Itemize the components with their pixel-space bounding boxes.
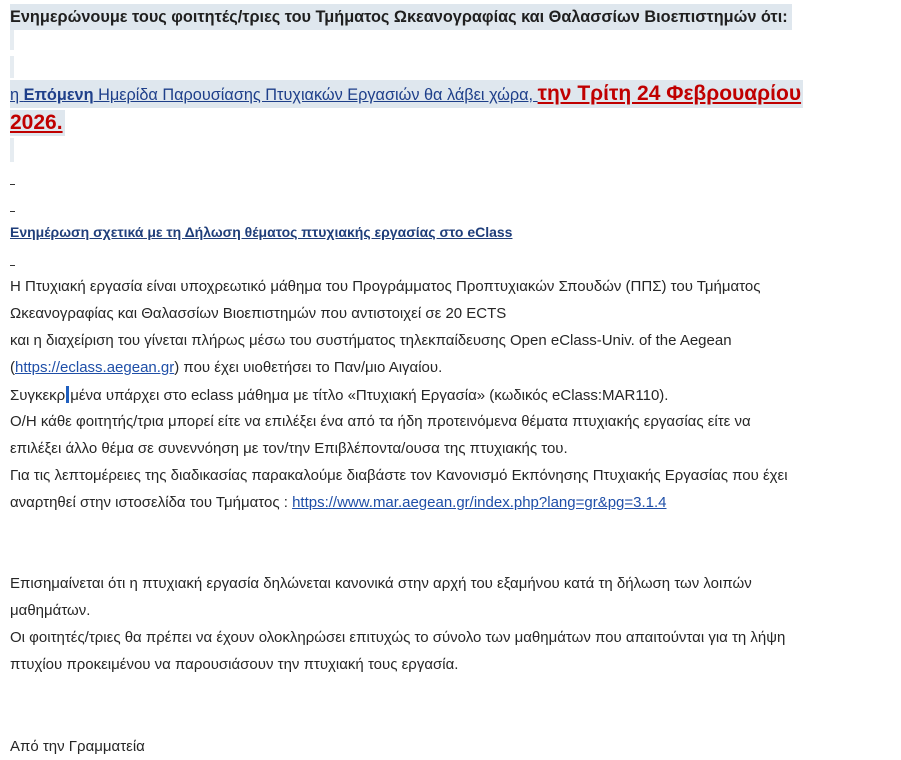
highlight-bar — [10, 138, 14, 162]
body-line-with-link — [10, 494, 667, 512]
signature: Από την Γραμματεία — [10, 738, 145, 755]
body-line-with-cursor — [10, 386, 668, 405]
event-text-article: η — [10, 86, 24, 104]
note-line: Επισημαίνεται ότι η πτυχιακή εργασία δηλώνεται κανονικά στην αρχή του εξαμήνου κατά τη δήλωση των λοιπών — [10, 575, 752, 592]
body-text: Συγκεκρ — [10, 387, 66, 404]
note-line: Οι φοιτητές/τριες θα πρέπει να έχουν ολοκληρώσει επιτυχώς το σύνολο των μαθημάτων που απαιτούνται για τη λήψη — [10, 629, 786, 646]
body-line: επιλέξει άλλο θέμα σε συνεννόηση με τον/την Επιβλέποντα/ουσα της πτυχιακής του. — [10, 440, 568, 457]
body-line: Ο/Η κάθε φοιτητής/τρια μπορεί είτε να επιλέξει ένα από τα ήδη προτεινόμενα θέματα πτυχιακής εργασίας είτε να — [10, 413, 751, 430]
note-line: μαθημάτων. — [10, 602, 91, 619]
body-line: Η Πτυχιακή εργασία είναι υποχρεωτικό μάθημα του Προγράμματος Προπτυχιακών Σπουδών (ΠΠΣ) του Τμήματος — [10, 278, 761, 295]
department-website-link[interactable]: https://www.mar.aegean.gr/index.php?lang=gr&pg=3.1.4 — [292, 494, 667, 511]
event-date: την Τρίτη 24 Φεβρουαρίου — [537, 82, 802, 105]
body-text: ) που έχει υιοθετήσει το Παν/μιο Αιγαίου. — [174, 359, 443, 376]
event-text-next: Επόμενη — [23, 86, 94, 104]
text-cursor — [66, 386, 69, 403]
body-text: μένα υπάρχει στο eclass μάθημα με τίτλο «Πτυχιακή Εργασία» (κωδικός eClass:MAR110). — [70, 387, 669, 404]
body-line: Ωκεανογραφίας και Θαλασσίων Βιοεπιστημών που αντιστοιχεί σε 20 ECTS — [10, 305, 507, 322]
divider-dash — [10, 211, 15, 212]
body-text: ( — [10, 359, 15, 376]
body-line-with-link — [10, 359, 442, 377]
highlight-bar — [10, 56, 14, 78]
divider-dash — [10, 265, 15, 266]
event-text-main: Ημερίδα Παρουσίασης Πτυχιακών Εργασιών θα λάβει χώρα, — [93, 86, 538, 104]
section-heading: Ενημέρωση σχετικά με τη Δήλωση θέματος πτυχιακής εργασίας στο eClass — [10, 224, 513, 240]
intro-text: Ενημερώνουμε τους φοιτητές/τριες του Τμήματος Ωκεανογραφίας και Θαλασσίων Βιοεπιστημών ότι: — [10, 4, 792, 30]
eclass-link[interactable]: https://eclass.aegean.gr — [15, 359, 175, 376]
highlight-bar — [10, 30, 14, 50]
divider-dash — [10, 184, 15, 185]
body-line: Για τις λεπτομέρειες της διαδικασίας παρακαλούμε διαβάστε τον Κανονισμό Εκπόνησης Πτυχιακής Εργασίας που έχει — [10, 467, 788, 484]
note-line: πτυχίου προκειμένου να παρουσιάσουν την πτυχιακή τους εργασία. — [10, 656, 459, 673]
body-line: και η διαχείριση του γίνεται πλήρως μέσω του συστήματος τηλεκπαίδευσης Open eClass-Univ. of the Aegean — [10, 332, 732, 349]
body-text: αναρτηθεί στην ιστοσελίδα του Τμήματος : — [10, 494, 293, 511]
event-announcement — [10, 80, 803, 108]
event-year: 2026. — [10, 111, 63, 134]
